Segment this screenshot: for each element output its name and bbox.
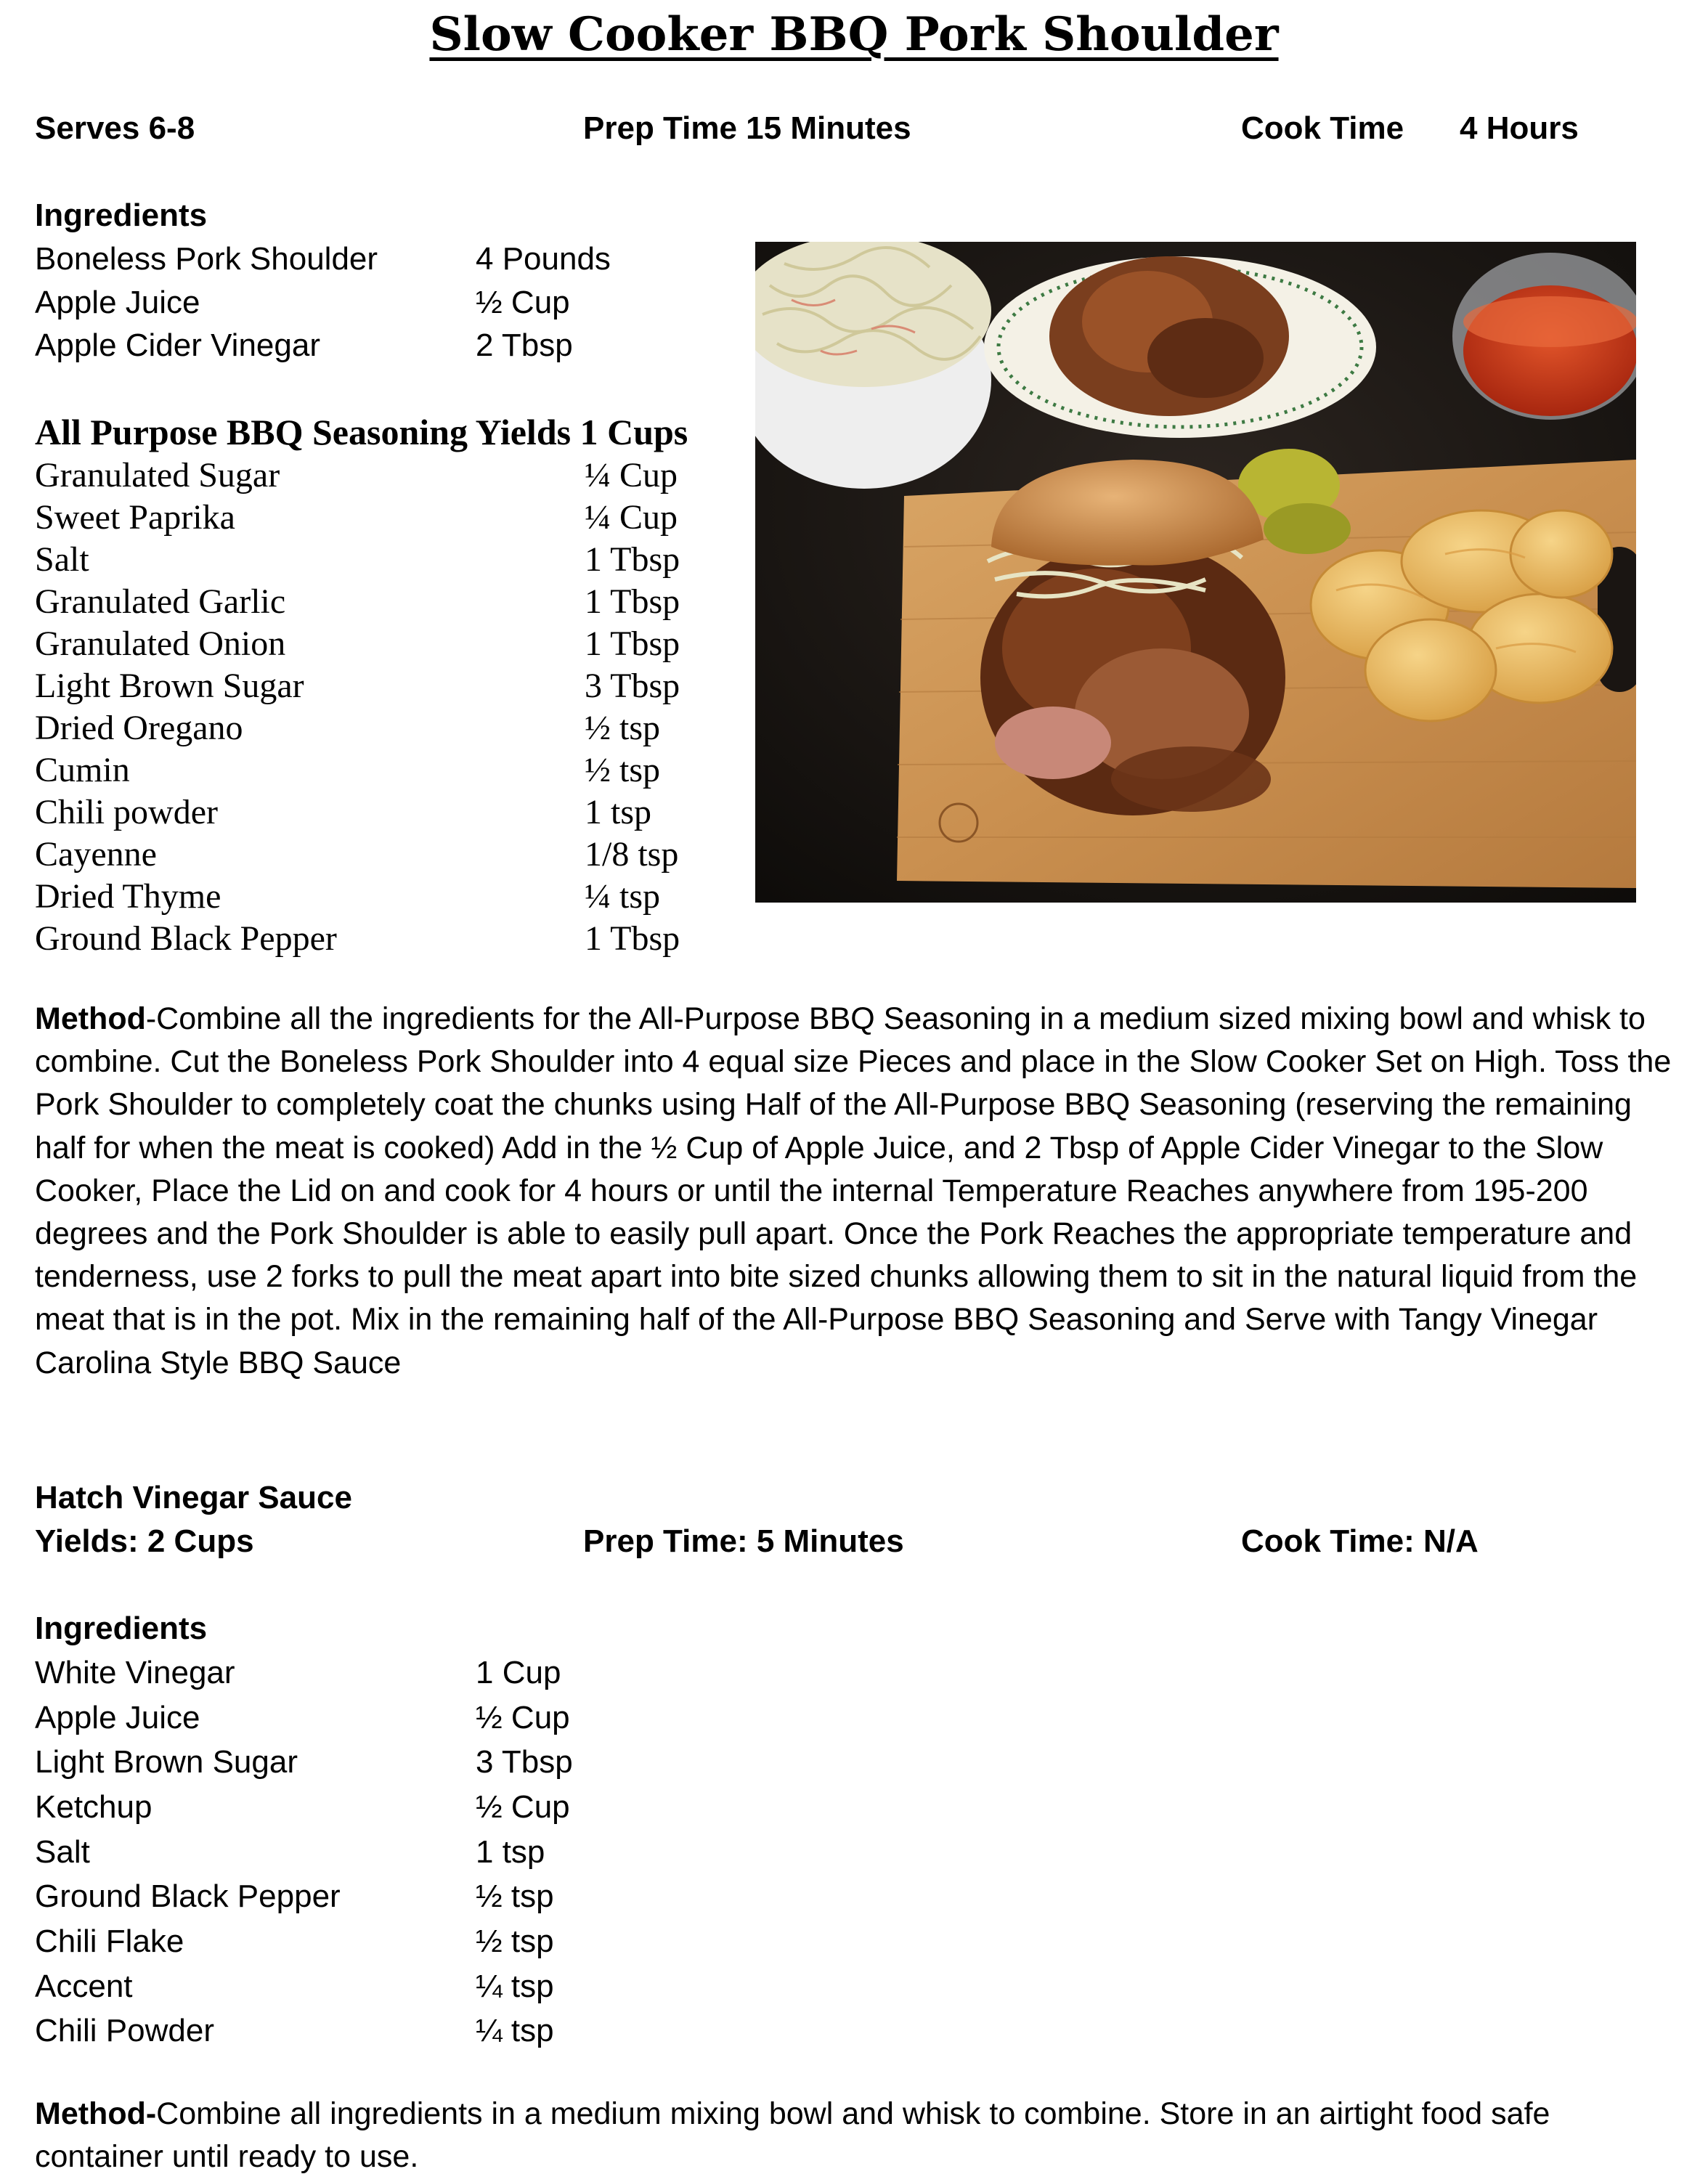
ingredient-qty: ¼ Cup [585,498,678,537]
sauce-method-text: Combine all ingredients in a medium mixing bowl and whisk to combine. Store in an airtight food safe container until ready to use. [35,2096,1550,2175]
cook-time-label: Cook Time [1241,110,1404,146]
ingredient-qty: 1 tsp [476,1834,545,1870]
ingredient-qty: 2 Tbsp [476,327,573,363]
sauce-title: Hatch Vinegar Sauce [35,1480,352,1515]
ingredient-qty: ½ tsp [476,1924,554,1959]
seasoning-title: All Purpose BBQ Seasoning Yields 1 Cups [35,412,688,452]
ingredient-qty: 1 tsp [585,793,652,831]
ingredient-name: Ground Black Pepper [35,919,337,958]
ingredient-name: Salt [35,1834,90,1870]
sauce-yields: Yields: 2 Cups [35,1523,254,1559]
ingredient-name: Light Brown Sugar [35,1744,298,1780]
sauce-method-paragraph [35,2093,1683,2178]
ingredients-heading: Ingredients [35,198,208,233]
ingredient-qty: ¼ tsp [585,877,661,916]
ingredient-qty: ½ Cup [476,285,570,320]
ingredient-name: Cayenne [35,835,157,874]
sauce-prep-time: Prep Time: 5 Minutes [583,1523,904,1559]
page-title: Slow Cooker BBQ Pork Shoulder [429,7,1279,62]
ingredient-name: Granulated Sugar [35,456,280,494]
ingredient-name: Chili Flake [35,1924,184,1959]
ingredient-name: Ketchup [35,1789,152,1825]
ingredient-qty: 1 Tbsp [585,919,680,958]
ingredient-name: Apple Cider Vinegar [35,327,320,363]
ingredient-qty: ½ Cup [476,1789,570,1825]
ingredient-name: Boneless Pork Shoulder [35,241,378,277]
ingredient-qty: 3 Tbsp [476,1744,573,1780]
ingredient-name: Sweet Paprika [35,498,235,537]
ingredient-qty: ½ Cup [476,1700,570,1735]
pulled-pork-sandwich-photo [755,242,1636,903]
cook-time-value: 4 Hours [1460,110,1579,146]
prep-time-label: Prep Time 15 Minutes [583,110,911,146]
ingredient-qty: ¼ Cup [585,456,678,494]
ingredient-qty: ¼ tsp [476,2013,554,2048]
sauce-ingredients-heading: Ingredients [35,1611,208,1646]
ingredient-name: White Vinegar [35,1655,235,1690]
method-label: Method [35,1001,146,1036]
ingredient-name: Granulated Onion [35,624,286,663]
ingredient-name: Chili powder [35,793,218,831]
ingredient-qty: 4 Pounds [476,241,611,277]
ingredient-qty: 1 Tbsp [585,624,680,663]
ingredient-name: Apple Juice [35,1700,200,1735]
ingredient-qty: ¼ tsp [476,1969,554,2004]
ingredient-qty: ½ tsp [476,1878,554,1914]
ingredient-name: Apple Juice [35,285,200,320]
sauce-cook-time: Cook Time: N/A [1241,1523,1479,1559]
ingredient-qty: 1 Tbsp [585,540,680,579]
ingredient-name: Salt [35,540,89,579]
ingredient-qty: ½ tsp [585,709,661,747]
ingredient-name: Light Brown Sugar [35,667,304,705]
ingredient-name: Dried Thyme [35,877,221,916]
sauce-method-label: Method- [35,2096,157,2131]
ingredient-name: Dried Oregano [35,709,243,747]
ingredient-qty: 1/8 tsp [585,835,679,874]
ingredient-name: Granulated Garlic [35,582,286,621]
ingredient-qty: ½ tsp [585,751,661,789]
ingredient-name: Ground Black Pepper [35,1878,341,1914]
method-text: -Combine all the ingredients for the All-Purpose BBQ Seasoning in a medium sized mixing bowl and whisk to combine. Cut the Boneless Pork Shoulder into 4 equal size Pieces and place in the Slow Cooker Set on High. Toss the Pork Shoulder to completely coat the chunks using Half of the All-Purpose BBQ Seasoning (reserving the remaining half for when the meat is cooked) Add in the ½ Cup of Apple Juice, and 2 Tbsp of Apple Cider Vinegar to the Slow Cooker, Place the Lid on and cook for 4 hours or until the internal Temperature Reaches anywhere from 195-200 degrees and the Pork Shoulder is able to easily pull apart. Once the Pork Reaches the appropriate temperature and tenderness, use 2 forks to pull the meat apart into bite sized chunks allowing them to sit in the natural liquid from the meat that is in the pot. Mix in the remaining half of the All-Purpose BBQ Seasoning and Serve with Tangy Vinegar Carolina Style BBQ Sauce [35,1001,1672,1380]
ingredient-name: Cumin [35,751,130,789]
serves-label: Serves 6-8 [35,110,195,146]
ingredient-name: Chili Powder [35,2013,214,2048]
ingredient-qty: 3 Tbsp [585,667,680,705]
ingredient-qty: 1 Tbsp [585,582,680,621]
ingredient-qty: 1 Cup [476,1655,561,1690]
method-paragraph [35,998,1683,1385]
ingredient-name: Accent [35,1969,133,2004]
